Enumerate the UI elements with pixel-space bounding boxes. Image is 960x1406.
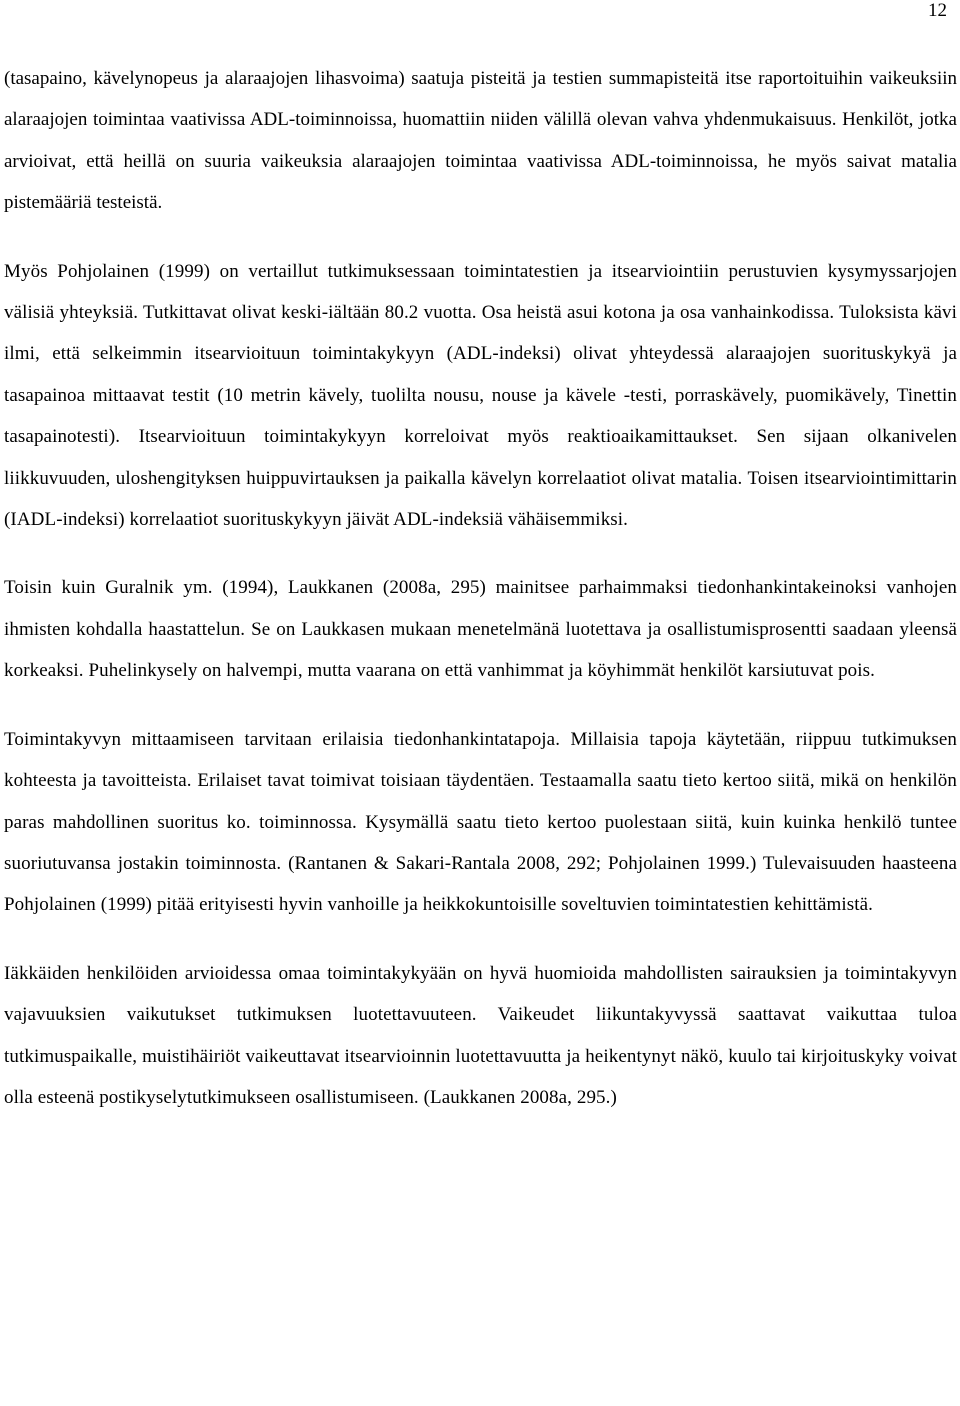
paragraph-2: Myös Pohjolainen (1999) on vertaillut tutkimuksessaan toimintatestien ja itsearviointiin perustuvien kysymyssarjojen välisiä yhteyksiä. Tutkittavat olivat keski-iältään 80.2 vuotta. Osa heistä asui kotona ja osa vanhainkodissa. Tuloksista kävi ilmi, että selkeimmin itsearvioituun toimintakykyyn (ADL-indeksi) olivat yhteydessä alaraajojen suorituskykyä ja tasapainoa mittaavat testit (10 metrin kävely, tuolilta nousu, nouse ja kävele -testi, porraskävely, puomikävely, Tinettin tasapainotesti). Itsearvioituun toimintakykyyn korreloivat myös reaktioaikamittaukset. Sen sijaan olkanivelen liikkuvuuden, uloshengityksen huippuvirtauksen ja paikalla kävelyn korrelaatiot olivat matalia. Toisen itsearviointimittarin (IADL-indeksi) korrelaatiot suorituskykyyn jäivät ADL-indeksiä vähäisemmiksi. xyxy=(4,260,957,531)
paragraph-1: (tasapaino, kävelynopeus ja alaraajojen lihasvoima) saatuja pisteitä ja testien summapisteitä itse raportoituihin vaikeuksiin alaraajojen toimintaa vaativissa ADL-toiminnoissa, huomattiin niiden välillä olevan vahva yhdenmukaisuus. Henkilöt, jotka arvioivat, että heillä on suuria vaikeuksia alaraajojen toimintaa vaativissa ADL-toiminnoissa, he myös saivat matalia pistemääriä testeistä. xyxy=(4,68,957,214)
page-body xyxy=(4,58,957,1118)
page-number: 12 xyxy=(928,0,947,21)
paragraph-3: Toisin kuin Guralnik ym. (1994), Laukkanen (2008a, 295) mainitsee parhaimmaksi tiedonhankintakeinoksi vanhojen ihmisten kohdalla haastattelun. Se on Laukkasen mukaan menetelmänä luotettava ja osallistumisprosentti saadaan yleensä korkeaksi. Puhelinkysely on halvempi, mutta vaarana on että vanhimmat ja köyhimmät henkilöt karsiutuvat pois. xyxy=(4,577,957,682)
paragraph-5: Iäkkäiden henkilöiden arvioidessa omaa toimintakykyään on hyvä huomioida mahdollisten sairauksien ja toimintakyvyn vajavuuksien vaikutukset tutkimuksen luotettavuuteen. Vaikeudet liikuntakyvyssä saattavat vaikuttaa tuloa tutkimuspaikalle, muistihäiriöt vaikeuttavat itsearvioinnin luotettavuutta ja heikentynyt näkö, kuulo tai kirjoituskyky voivat olla esteenä postikyselytutkimukseen osallistumiseen. (Laukkanen 2008a, 295.) xyxy=(4,962,957,1108)
paragraph-4: Toimintakyvyn mittaamiseen tarvitaan erilaisia tiedonhankintatapoja. Millaisia tapoja käytetään, riippuu tutkimuksen kohteesta ja tavoitteista. Erilaiset tavat toimivat toisiaan täydentäen. Testaamalla saatu tieto kertoo siitä, mikä on henkilön paras mahdollinen suoritus ko. toiminnossa. Kysymällä saatu tieto kertoo puolestaan siitä, kuin kuinka henkilö tuntee suoriutuvansa jostakin toiminnosta. (Rantanen & Sakari-Rantala 2008, 292; Pohjolainen 1999.) Tulevaisuuden haasteena Pohjolainen (1999) pitää erityisesti hyvin vanhoille ja heikkokuntoisille soveltuvien toimintatestien kehittämistä. xyxy=(4,728,957,916)
